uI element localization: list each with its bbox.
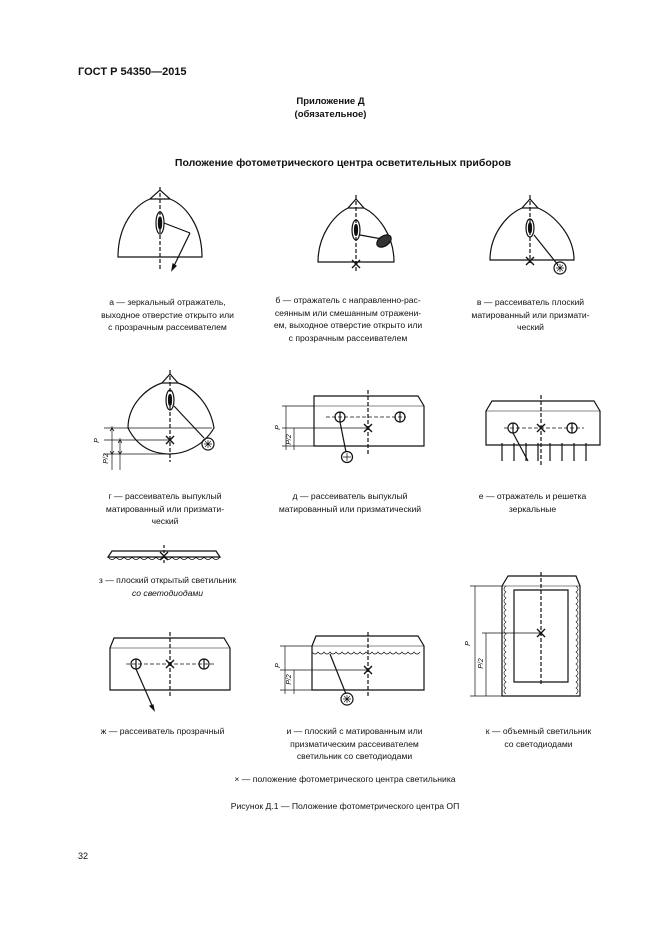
caption-z: з — плоский открытый светильник со светодиодами	[98, 575, 237, 598]
document-header: ГОСТ Р 54350—2015	[78, 66, 187, 78]
dim-label-p: P	[464, 641, 472, 646]
figure-caption: Рисунок Д.1 — Положение фотометрического центра ОП	[230, 801, 460, 811]
figure-k	[466, 572, 591, 702]
figure-i	[276, 632, 426, 717]
figure-b	[308, 195, 408, 280]
legend: × — положение фотометрического центра светильника	[234, 774, 456, 784]
dim-label-p: P	[274, 663, 282, 668]
figure-z	[104, 543, 224, 568]
figure-e	[484, 395, 604, 470]
dim-label-p2: P/2	[285, 674, 293, 685]
caption-d: д — рассеиватель выпуклый матированный или призматический	[278, 491, 422, 514]
figure-a	[110, 185, 220, 280]
caption-e: е — отражатель и решетка зеркальные	[478, 491, 587, 514]
caption-a: а — зеркальный отражатель, выходное отверстие открыто или с прозрачным рассеивателем	[101, 297, 234, 332]
annex-title: Приложение Д	[296, 96, 365, 107]
section-title: Положение фотометрического центра осветительных приборов	[174, 157, 512, 169]
caption-b: б — отражатель с направленно-рас- сеянным или смешанным отражени- ем, выходное отверстие открыто или с прозрачным рассеивателем	[273, 295, 423, 343]
caption-v: в — рассеиватель плоский матированный или призмати- ческий	[471, 297, 590, 332]
caption-zh: ж — рассеиватель прозрачный	[100, 726, 225, 736]
figure-zh	[108, 632, 233, 717]
figure-g	[92, 370, 232, 475]
dim-label-p2: P/2	[477, 658, 485, 669]
caption-k: к — объемный светильник со светодиодами	[485, 726, 592, 749]
dim-label-p: P	[93, 438, 101, 443]
caption-g: г — рассеиватель выпуклый матированный или призмати- ческий	[105, 491, 225, 526]
dim-label-p2: P/2	[285, 434, 293, 445]
annex-status: (обязательное)	[294, 109, 367, 120]
figure-v	[482, 195, 587, 280]
dim-label-p2: P/2	[102, 453, 110, 464]
caption-i: и — плоский с матированным или призматическим рассеивателем светильник со светодиодами	[286, 726, 423, 761]
page-number: 32	[78, 851, 89, 861]
figure-d	[278, 390, 428, 470]
dim-label-p: P	[274, 425, 282, 430]
